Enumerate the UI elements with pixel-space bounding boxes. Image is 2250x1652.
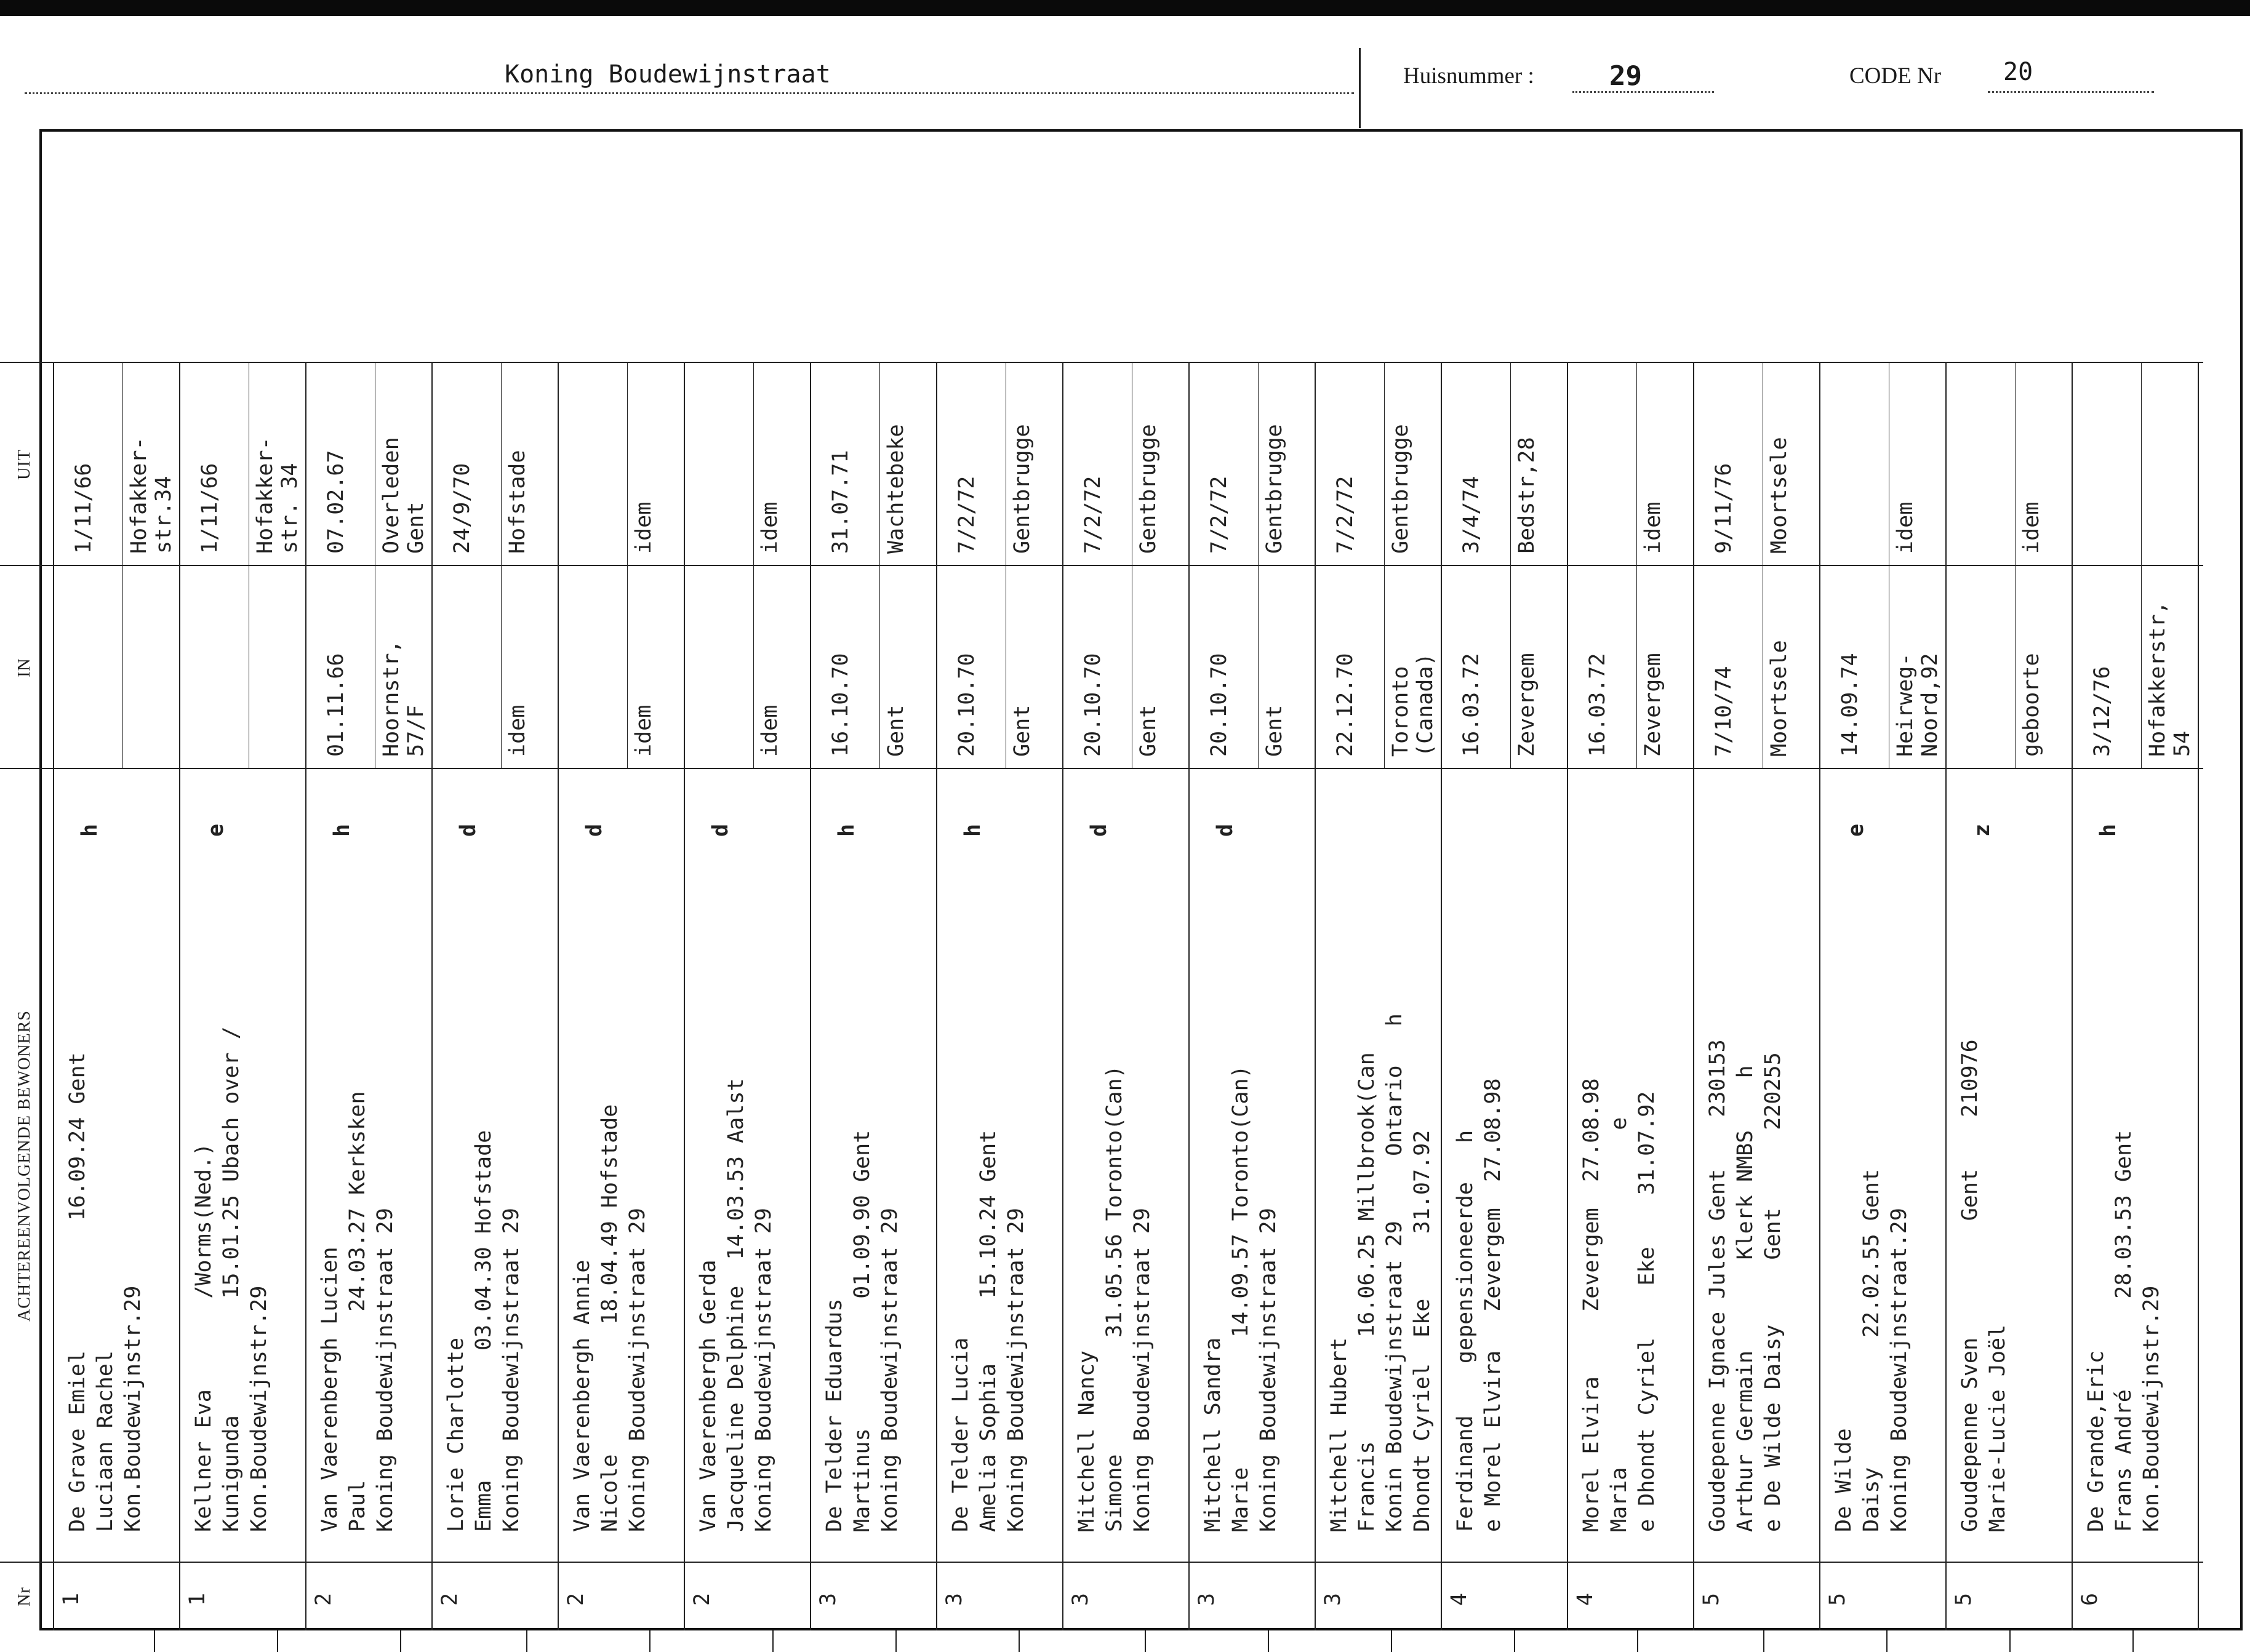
out-place: Hofakker- str. 34 [253,437,302,554]
row-separator [1062,363,1063,1630]
bottom-tick [1886,1630,1888,1652]
resident-line: Konin Boudewijnstraat 29 Ontario h [1382,1013,1407,1532]
out-place: Hofstade [505,450,530,554]
resident-line: De Telder Lucia [948,1337,973,1532]
row-separator [558,363,559,1630]
row-separator [684,363,685,1630]
in-place: Hofakkerstr, 54 [2145,601,2195,757]
row-separator [1819,363,1820,1630]
in-date-separator [1258,566,1259,769]
resident-line: Koning Boudewijnstraat 29 [1130,1208,1155,1532]
household-role-mark: d [456,823,481,837]
in-place: Gent [1262,704,1287,757]
in-date-separator [501,566,502,769]
row-separator [936,363,937,1630]
in-date: 20.10.70 [1207,653,1231,757]
out-date: 31.07.71 [828,450,853,554]
resident-line: Morel Elvira Zevergem 27.08.98 [1579,1078,1604,1532]
out-place: idem [1893,501,1918,554]
bottom-tick [2009,1630,2011,1652]
row-number: 1 [59,1592,84,1606]
resident-line: e De Wilde Daisy Gent 220255 [1761,1052,1785,1532]
resident-line: Koning Boudewijnstraat 29 [373,1208,398,1532]
in-date-separator [122,566,123,769]
in-place: Gent [1010,704,1035,757]
in-place: Zevergem [1641,653,1665,757]
resident-line: Frans André 28.03.53 Gent [2112,1130,2136,1532]
out-date-separator [879,363,880,566]
row-separator [2198,363,2199,1630]
house-number-value: 29 [1609,60,1642,92]
bottom-tick [1019,1630,1020,1652]
code-dotted-line [1988,91,2154,93]
in-date-separator [2015,566,2016,769]
resident-line: De Wilde [1832,1428,1856,1532]
household-role-mark: h [78,823,102,837]
street-dotted-line [25,92,1354,94]
out-place: idem [758,501,782,554]
resident-line: Koning Boudewijnstraat 29 [1256,1208,1281,1532]
column-divider [0,1562,2203,1563]
resident-line: De Telder Eduardus [822,1298,847,1532]
resident-line: Mitchell Sandra [1201,1337,1225,1532]
out-date-separator [2015,363,2016,566]
household-role-mark: d [1213,823,1238,837]
resident-line: Koning Boudewijnstraat.29 [1887,1208,1912,1532]
bottom-tick [154,1630,155,1652]
code-number-label: CODE Nr [1849,63,1942,89]
row-number: 2 [564,1592,588,1606]
in-date-separator [627,566,628,769]
column-header-in: IN [15,658,34,677]
row-separator [431,363,433,1630]
resident-line: Kon.Boudewijnstr.29 [121,1285,145,1532]
out-place: Overleden Gent [379,437,428,554]
row-number: 5 [1825,1592,1850,1606]
in-place: geboorte [2019,653,2044,757]
house-number-label: Huisnummer : [1403,63,1534,89]
in-date: 7/10/74 [1712,666,1736,757]
resident-line: Koning Boudewijnstraat 29 [751,1208,776,1532]
out-date: 7/2/72 [1207,476,1231,554]
out-place: Gentbrugge [1010,424,1035,554]
resident-line: De Grave Emiel 16.09.24 Gent [65,1052,90,1532]
household-role-mark: e [204,823,228,837]
row-separator [2072,363,2073,1630]
row-separator [1693,363,1694,1630]
header-separator [53,363,54,1630]
in-date: 01.11.66 [324,653,348,757]
register-table [0,129,2203,1630]
in-date: 16.03.72 [1459,653,1484,757]
row-number: 5 [1952,1592,1976,1606]
resident-line: Paul 24.03.27 Kerksken [345,1091,370,1532]
bottom-tick [1268,1630,1269,1652]
in-place: Gent [1136,704,1161,757]
household-role-mark: e [1844,823,1868,837]
resident-line: Koning Boudewijnstraat 29 [878,1208,902,1532]
code-number-value: 20 [2003,58,2033,86]
row-separator [179,363,180,1630]
resident-line: De Grande,Eric [2084,1350,2108,1532]
in-date: 3/12/76 [2090,666,2115,757]
top-border-bar [0,0,2250,16]
out-place: idem [2019,501,2044,554]
bottom-tick [277,1630,278,1652]
header-divider [1359,48,1361,128]
row-number: 2 [690,1592,715,1606]
out-place: Moortsele [1767,437,1792,554]
resident-line: Emma 03.04.30 Hofstade [471,1130,496,1532]
resident-line: Daisy 22.02.55 Gent [1859,1168,1884,1532]
house-number-dotted-line [1572,91,1714,93]
out-place: idem [631,501,656,554]
row-number: 3 [1068,1592,1093,1606]
out-date: 3/4/74 [1459,476,1484,554]
resident-line: Van Vaerenbergh Lucien [318,1247,342,1532]
resident-line: Kon.Boudewijnstr.29 [2139,1285,2164,1532]
out-date-separator [627,363,628,566]
row-number: 3 [1321,1592,1345,1606]
bottom-tick [400,1630,401,1652]
bottom-tick [1637,1630,1638,1652]
resident-line: Kunigunda 15.01.25 Ubach over / [219,1026,244,1532]
resident-line: Marie 14.09.57 Toronto(Can) [1228,1065,1253,1532]
resident-line: e Dhondt Cyriel Eke 31.07.92 [1635,1091,1659,1532]
row-separator [1441,363,1442,1630]
row-number: 1 [185,1592,210,1606]
in-date: 20.10.70 [1081,653,1105,757]
in-date-separator [1510,566,1511,769]
bottom-tick [1763,1630,1764,1652]
row-number: 4 [1573,1592,1598,1606]
column-divider [0,565,2203,566]
resident-line: Luciaan Rachel [93,1350,118,1532]
in-place: idem [505,704,530,757]
row-number: 4 [1447,1592,1471,1606]
bottom-tick [772,1630,774,1652]
resident-line: Arthur Germain Klerk NMBS h [1733,1065,1758,1532]
in-date-separator [753,566,754,769]
in-place: Gent [884,704,908,757]
row-number: 2 [311,1592,336,1606]
out-date: 7/2/72 [1081,476,1105,554]
row-separator [810,363,811,1630]
out-date: 1/11/66 [198,463,222,554]
in-date: 16.03.72 [1585,653,1610,757]
bottom-tick [1391,1630,1392,1652]
in-date-separator [879,566,880,769]
out-place: Hofakker- str.34 [127,437,176,554]
resident-line: Koning Boudewijnstraat 29 [625,1208,650,1532]
out-date-separator [753,363,754,566]
household-role-mark: d [582,823,607,837]
in-date: 16.10.70 [828,653,853,757]
out-place: Gentbrugge [1262,424,1287,554]
row-number: 2 [438,1592,462,1606]
in-date: 20.10.70 [955,653,979,757]
household-role-mark: h [835,823,859,837]
row-number: 3 [1195,1592,1219,1606]
column-header-nr: Nr [15,1587,34,1606]
column-divider [0,768,2203,769]
household-role-mark: d [708,823,733,837]
in-place: Zevergem [1515,653,1539,757]
resident-line: Francis 16.06.25 Millbrook(Can [1355,1052,1379,1532]
in-place: idem [631,704,656,757]
in-date: 14.09.74 [1838,653,1862,757]
out-date-separator [1384,363,1385,566]
row-number: 6 [2078,1592,2102,1606]
out-date: 1/11/66 [71,463,96,554]
resident-line: e Morel Elvira Zevergem 27.08.98 [1481,1078,1505,1532]
in-date-separator [1384,566,1385,769]
resident-line: Simone 31.05.56 Toronto(Can) [1102,1065,1127,1532]
bottom-tick [526,1630,527,1652]
out-date-separator [1510,363,1511,566]
out-date: 07.02.67 [324,450,348,554]
household-role-mark: z [1970,823,1995,837]
resident-line: Kellner Eva /Worms(Ned.) [191,1143,216,1532]
resident-line: Martinus 01.09.90 Gent [850,1130,875,1532]
in-place: Moortsele [1767,640,1792,757]
resident-line: Koning Boudewijnstraat 29 [1004,1208,1028,1532]
in-date-separator [2141,566,2142,769]
row-number: 3 [942,1592,967,1606]
resident-line: Dhondt Cyriel Eke 31.07.92 [1410,1130,1435,1532]
resident-line: Amelia Sophia 15.10.24 Gent [976,1130,1001,1532]
resident-line: Jacqueline Delphine 14.03.53 Aalst [724,1078,748,1532]
household-role-mark: h [330,823,354,837]
out-date: 9/11/76 [1712,463,1736,554]
out-date-separator [2141,363,2142,566]
resident-line: Lorie Charlotte [444,1337,468,1532]
out-place: Gentbrugge [1136,424,1161,554]
row-number: 3 [816,1592,841,1606]
resident-line: Maria e [1607,1117,1631,1532]
row-separator [1945,363,1947,1630]
resident-line: Van Vaerenbergh Annie [570,1259,595,1532]
in-place: Toronto (Canada) [1388,653,1438,757]
bottom-tick [1514,1630,1515,1652]
household-role-mark: h [961,823,985,837]
in-place: idem [758,704,782,757]
resident-line: Goudepenne Sven Gent 210976 [1958,1039,1982,1532]
household-role-mark: h [2096,823,2121,837]
row-separator [1315,363,1316,1630]
resident-line: Nicole 18.04.49 Hofstade [598,1104,622,1532]
bottom-tick [895,1630,897,1652]
bottom-tick [1145,1630,1146,1652]
row-separator [1567,363,1568,1630]
column-header-residents: ACHTEREENVOLGENDE BEWONERS [15,1010,34,1322]
resident-line: Marie-Lucie Joël [1985,1324,2010,1532]
out-place: idem [1641,501,1665,554]
column-divider [0,362,2203,363]
in-date: 22.12.70 [1333,653,1358,757]
out-place: Bedstr,28 [1515,437,1539,554]
household-role-mark: d [1087,823,1111,837]
out-place: Gentbrugge [1388,424,1413,554]
resident-line: Mitchell Nancy [1075,1350,1099,1532]
in-place: Hoornstr, 57/F [379,640,428,757]
resident-line: Koning Boudewijnstraat 29 [499,1208,524,1532]
bottom-tick [649,1630,651,1652]
in-place: Heirweg- Noord,92 [1893,653,1942,757]
out-place: Wachtebeke [884,424,908,554]
resident-line: Goudepenne Ignace Jules Gent 230153 [1705,1039,1730,1532]
rotated-register-table [0,129,2203,1630]
in-date-separator [1636,566,1637,769]
street-name: Koning Boudewijnstraat [505,60,831,89]
row-separator [1188,363,1190,1630]
out-date-separator [1636,363,1637,566]
out-date: 7/2/72 [1333,476,1358,554]
resident-line: Ferdinand gepensioneerde h [1453,1130,1478,1532]
out-date: 24/9/70 [450,463,474,554]
out-date-separator [501,363,502,566]
resident-line: Van Vaerenbergh Gerda [696,1259,721,1532]
column-header-out: UIT [15,449,34,480]
row-separator [305,363,306,1630]
resident-line: Kon.Boudewijnstr.29 [247,1285,271,1532]
out-date-separator [1258,363,1259,566]
out-date: 7/2/72 [955,476,979,554]
resident-line: Mitchell Hubert [1327,1337,1351,1532]
bottom-tick [2132,1630,2134,1652]
out-date-separator [122,363,123,566]
row-number: 5 [1699,1592,1724,1606]
